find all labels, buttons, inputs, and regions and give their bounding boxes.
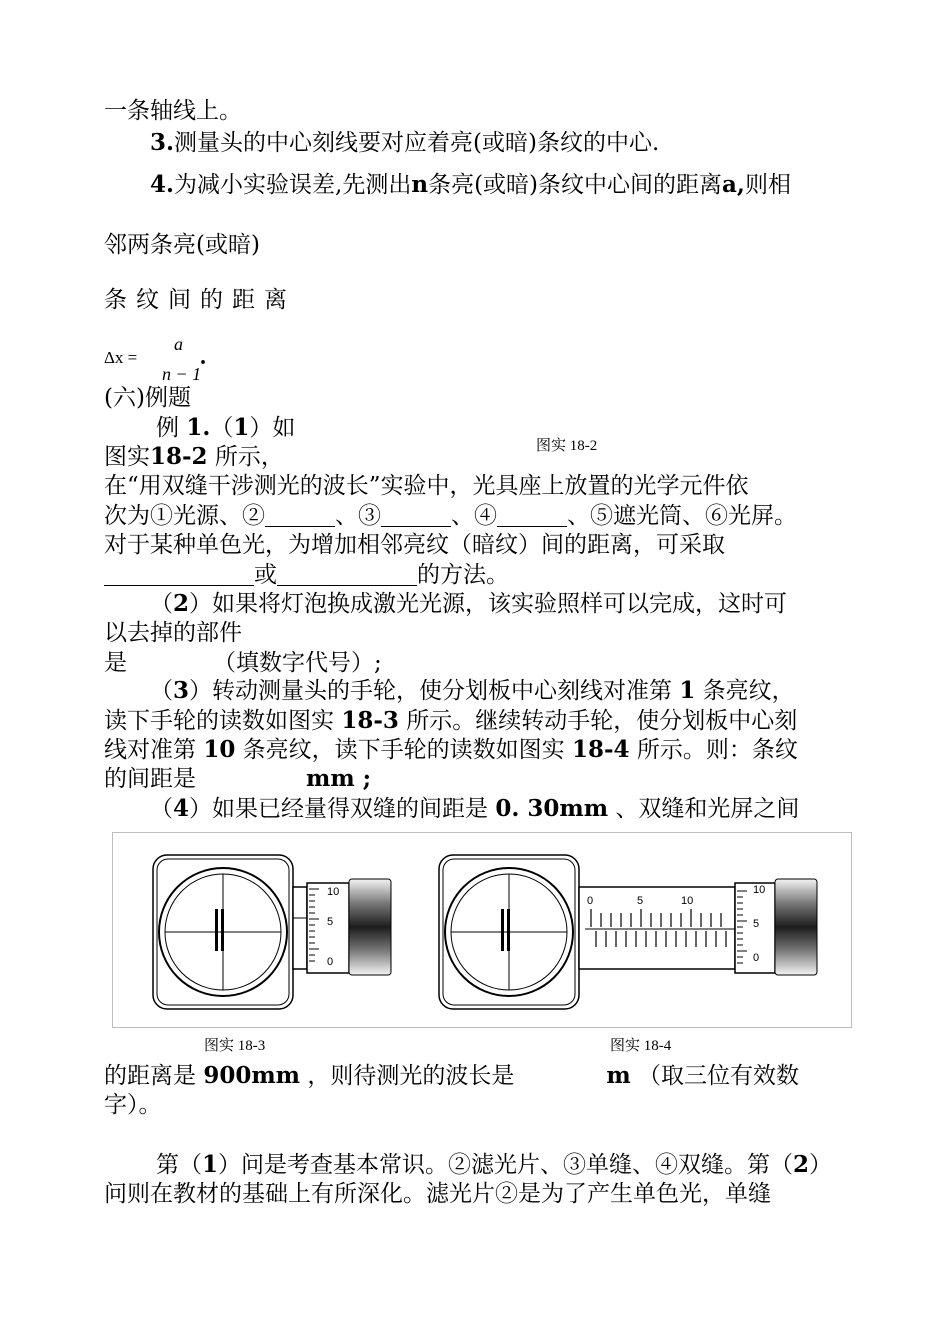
text: a,: [722, 171, 745, 198]
text: 条亮纹，读下手轮的读数如图实: [242, 737, 565, 763]
text: 4: [173, 795, 190, 822]
text: 3: [173, 677, 190, 704]
text-line: [104, 230, 260, 260]
text-line: [104, 706, 797, 736]
text: 的方法。: [417, 562, 509, 588]
text: 以去掉的部件: [104, 620, 242, 646]
text: 测量头的中心刻线要对应着亮(或暗)条纹的中心.: [174, 130, 660, 156]
text: 条亮(或暗)条纹中心间的距离: [428, 172, 723, 198]
micrometer-18-3: [153, 855, 391, 1009]
text: 次为①光源、②: [104, 503, 265, 529]
text: 18-3: [341, 707, 399, 734]
question-4: [150, 794, 799, 824]
text: ）如: [249, 415, 296, 441]
formula-numerator: a: [174, 334, 183, 354]
text: 、⑤遮光筒、⑥光屏。: [567, 503, 797, 529]
figure-caption: 图实 18-3: [204, 1038, 266, 1054]
text: 1.: [186, 414, 211, 441]
text: mm ;: [306, 765, 372, 792]
text-line: [104, 96, 242, 126]
text: 邻两条亮(或暗): [104, 232, 260, 258]
text-line: [104, 471, 749, 501]
text-line: [104, 530, 725, 560]
text: (六)例题: [104, 385, 191, 411]
text: （: [150, 678, 173, 704]
point-3: [150, 128, 659, 158]
text: m: [606, 1062, 631, 1089]
text: 所示。则：条纹: [636, 737, 798, 763]
text: 图实: [104, 444, 150, 470]
text: 10: [203, 736, 236, 763]
main-scale-label: 5: [637, 895, 644, 907]
fringe-spacing-formula: [104, 336, 224, 386]
text-line: [104, 1061, 799, 1091]
answer-paragraph: [156, 1150, 832, 1180]
drum-label: 0: [753, 952, 760, 964]
text: ，则待测光的波长是: [307, 1063, 515, 1089]
text: 2: [793, 1151, 810, 1178]
text-line: [104, 285, 296, 315]
text: 2: [173, 590, 190, 617]
figure-caption: 图实 18-2: [536, 438, 598, 454]
text: （: [150, 591, 173, 617]
text-line: [104, 618, 242, 648]
text-line: [104, 648, 382, 678]
text: 条亮纹，: [702, 678, 795, 704]
drum-label: 10: [327, 886, 340, 898]
drum-label: 5: [327, 916, 334, 928]
blank: [265, 504, 335, 527]
text: ）如果已经量得双缝的间距是: [189, 796, 489, 822]
formula-lhs: Δx =: [104, 348, 138, 367]
main-scale-label: 0: [587, 895, 594, 907]
text: 1: [202, 1151, 219, 1178]
text: 的距离是: [104, 1063, 196, 1089]
formula-period: .: [200, 344, 206, 370]
text: 是: [104, 650, 127, 676]
text: （取三位有效数: [637, 1063, 799, 1089]
text: 、④: [451, 503, 497, 529]
text-line: [104, 501, 797, 531]
text: ）: [809, 1152, 833, 1178]
text: 、双缝和光屏之间: [615, 796, 800, 822]
text: 线对准第: [104, 737, 196, 763]
text: n: [411, 171, 429, 198]
text: 对于某种单色光，为增加相邻亮纹（暗纹）间的距离，可采取: [104, 532, 725, 558]
text: 18-4: [571, 736, 630, 763]
section-heading: [104, 383, 191, 413]
main-scale-label: 10: [681, 895, 694, 907]
formula-denominator: n − 1: [162, 364, 202, 384]
text: 字）。: [104, 1092, 162, 1118]
text: 一条轴线上。: [104, 98, 242, 124]
text-line: [104, 1090, 162, 1120]
text-line: [104, 560, 509, 590]
text: 第（: [156, 1152, 202, 1178]
point-number: 3.: [150, 129, 175, 156]
text-line: [104, 764, 371, 794]
drum-label: 5: [753, 918, 760, 930]
drum-label: 10: [753, 884, 766, 896]
text: 1: [233, 414, 250, 441]
blank: [497, 504, 567, 527]
text: ）问是考查基本常识。②滤光片、③单缝、④双缝。第（: [218, 1152, 794, 1178]
point-number: 4.: [150, 171, 175, 198]
text: 例: [156, 415, 179, 441]
text: 在“用双缝干涉测光的波长”实验中，光具座上放置的光学元件依: [104, 473, 749, 499]
text: 条纹间的距离: [104, 287, 296, 313]
text: 900mm: [203, 1062, 300, 1089]
micrometer-18-4: [439, 855, 817, 1009]
point-4: [150, 170, 791, 200]
text: ）如果将灯泡换成激光光源，该实验照样可以完成，这时可: [189, 591, 788, 617]
text: （填数字代号）;: [213, 650, 382, 676]
text: 1: [679, 677, 696, 704]
text-line: [104, 1179, 771, 1209]
text: ）转动测量头的手轮，使分划板中心刻线对准第: [189, 678, 673, 704]
question-3: [150, 676, 795, 706]
text: 的间距是: [104, 766, 196, 792]
text: 、③: [335, 503, 381, 529]
text: 为减小实验误差,先测出: [174, 172, 412, 198]
question-2: [150, 589, 787, 619]
blank: [277, 563, 417, 586]
text-line: [104, 735, 798, 765]
blank: [381, 504, 451, 527]
text: 所示。继续转动手轮，使分划板中心刻: [406, 708, 798, 734]
text: （: [210, 415, 234, 441]
micrometer-figures: [113, 833, 851, 1027]
text: 0. 30mm: [495, 795, 609, 822]
text: 18-2: [150, 443, 208, 470]
drum-label: 0: [327, 956, 334, 968]
figure-box: [112, 832, 852, 1028]
text: 则相: [744, 172, 791, 198]
text: 问则在教材的基础上有所深化。滤光片②是为了产生单色光，单缝: [104, 1181, 771, 1207]
text: 或: [254, 562, 277, 588]
blank: [104, 563, 254, 586]
figure-caption: 图实 18-4: [610, 1038, 672, 1054]
text-line: [104, 442, 284, 472]
text: 所示，: [214, 444, 284, 470]
text: （: [150, 796, 173, 822]
example-heading: [156, 413, 295, 443]
text: 读下手轮的读数如图实: [104, 708, 334, 734]
